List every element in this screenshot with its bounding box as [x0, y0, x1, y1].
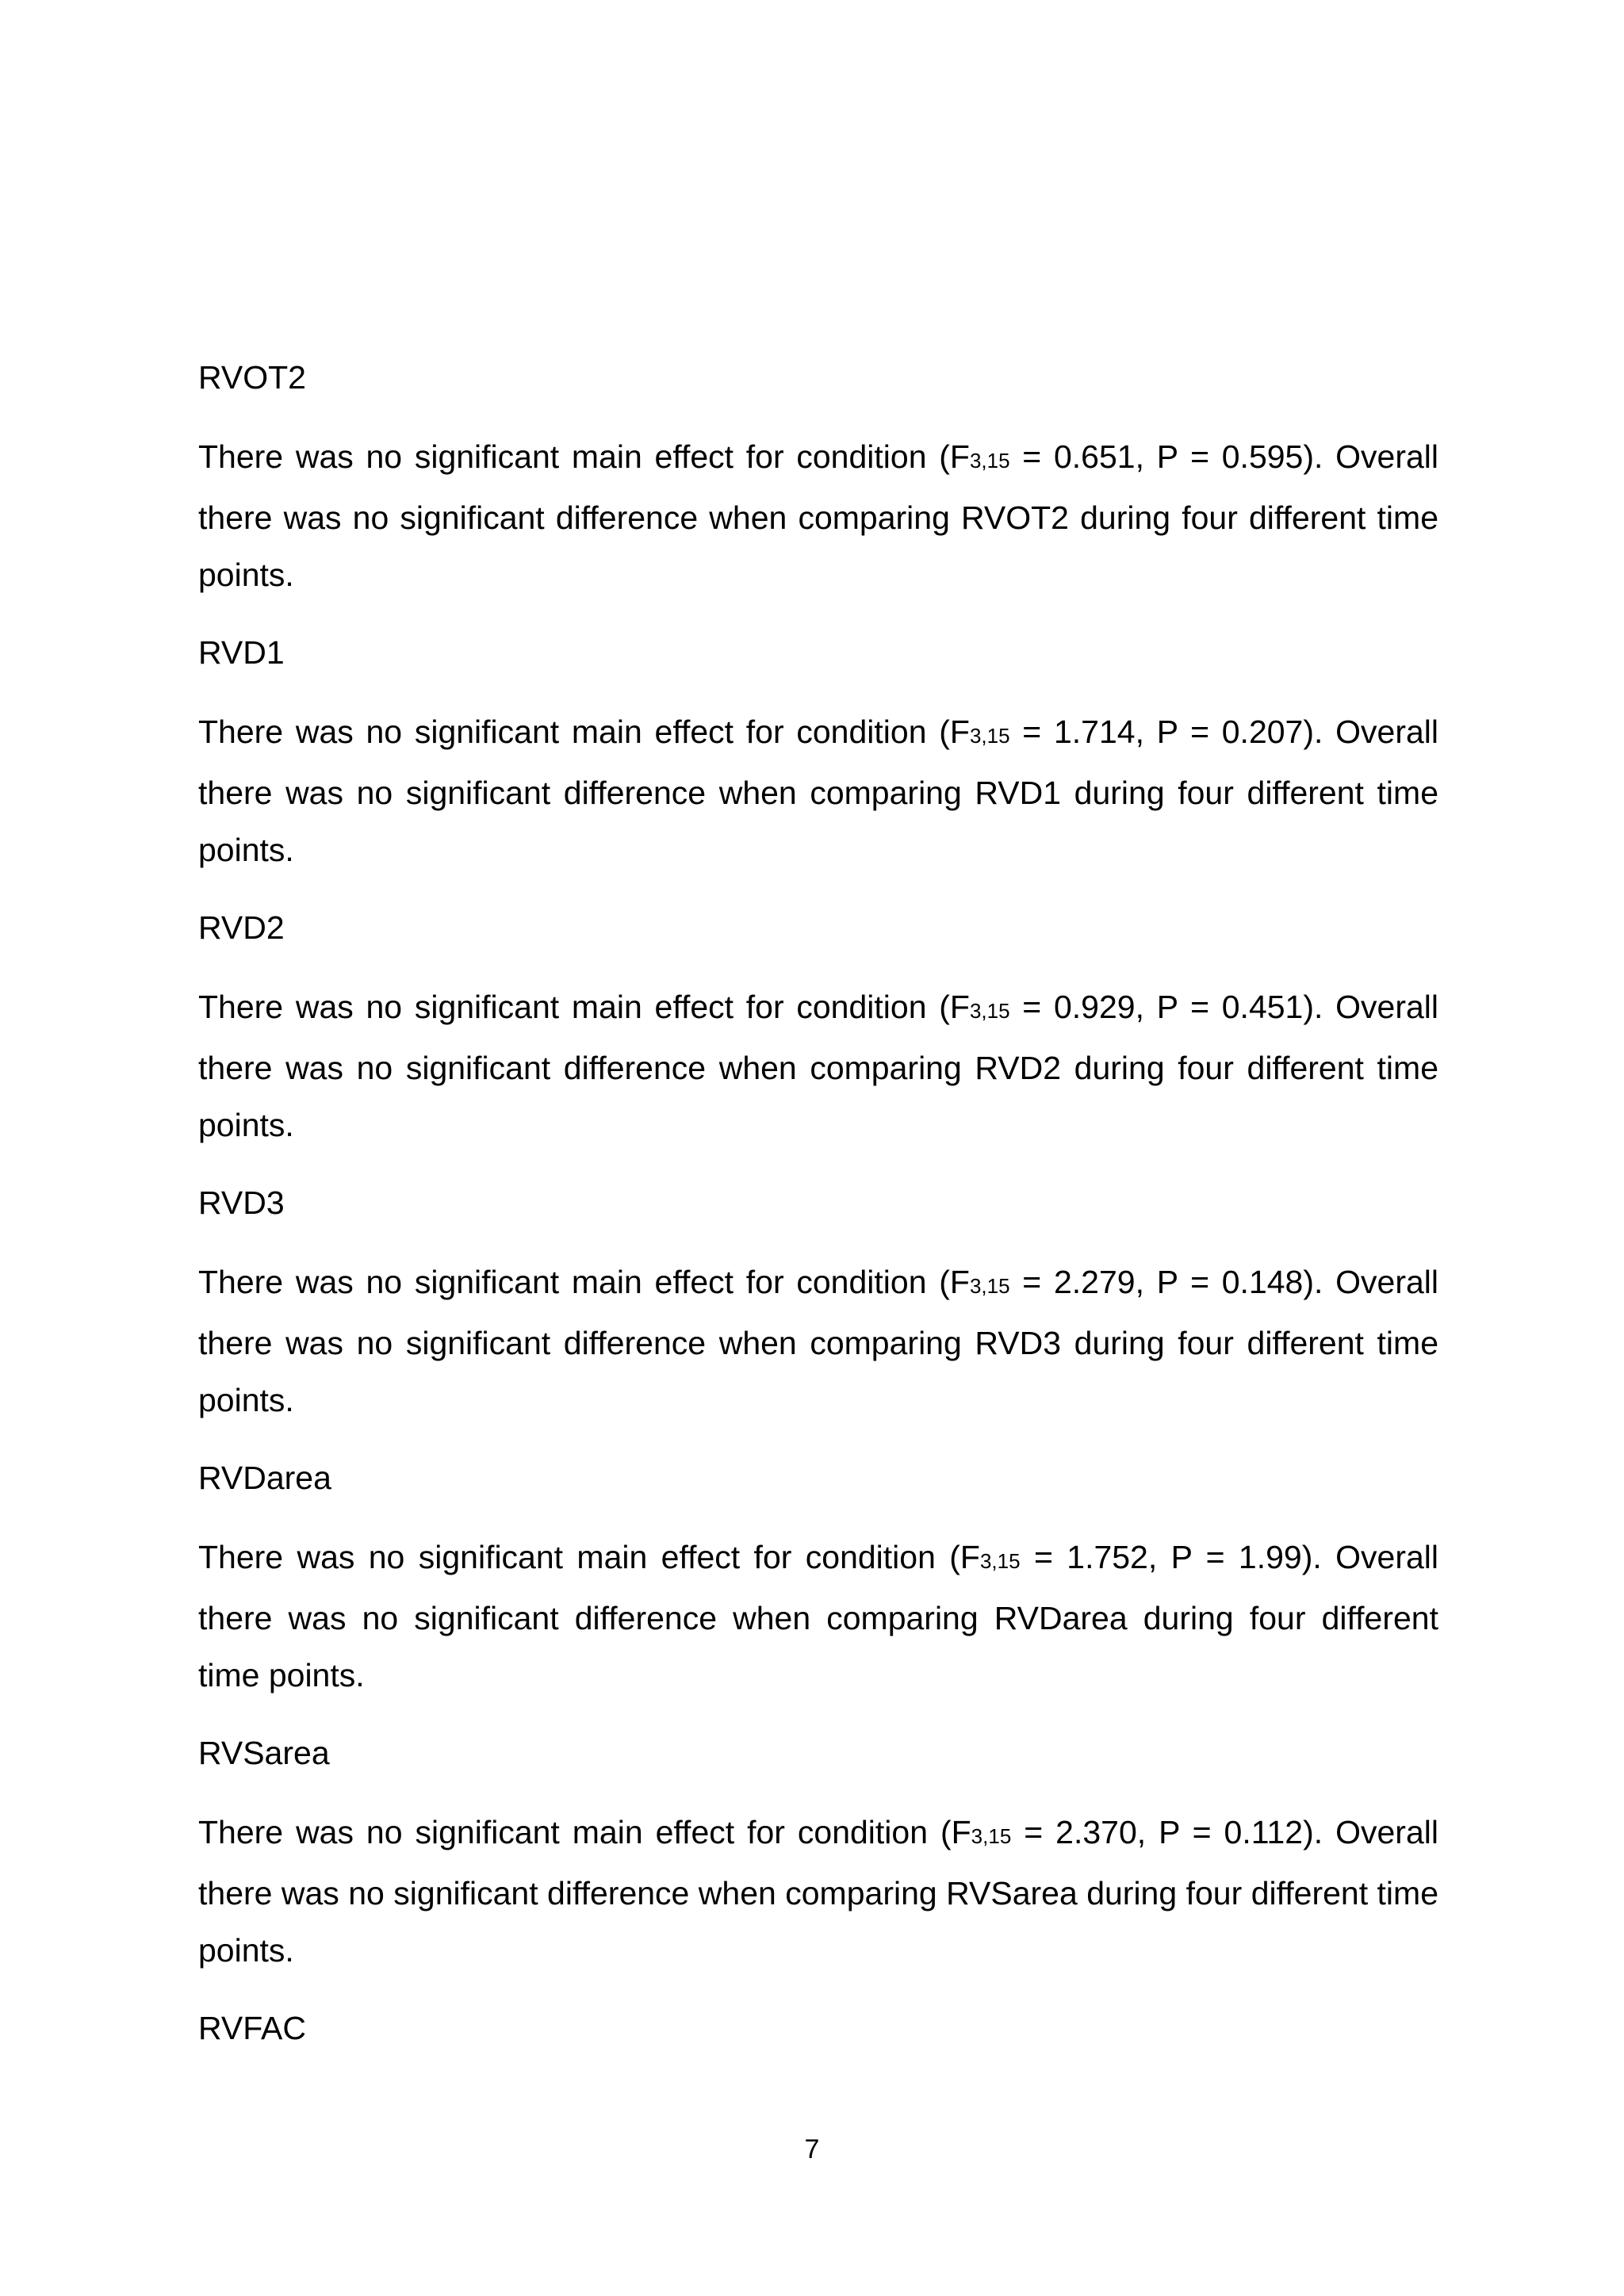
paragraph-text: = 0.651, P = 0.595). Overall there was no significant difference when comparing RVOT2 during four different time points.: [198, 438, 1439, 593]
f-subscript: 3,15: [969, 449, 1010, 473]
section-heading-rvd3: RVD3: [198, 1184, 285, 1221]
paragraph-text: There was no significant main effect for condition (F: [198, 1264, 970, 1300]
paragraph-text: There was no significant main effect for condition (F: [198, 714, 970, 750]
section-paragraph-rvot2: [198, 428, 1438, 603]
section-heading-rvd2: RVD2: [198, 909, 285, 946]
section-paragraph-rvdarea: [198, 1529, 1438, 1704]
f-subscript: 3,15: [979, 1549, 1021, 1573]
document-body: [198, 349, 1438, 2057]
section-heading-rvdarea: RVDarea: [198, 1460, 331, 1496]
paragraph-text: = 2.279, P = 0.148). Overall there was no significant difference when comparing RVD3 during four different time points.: [198, 1264, 1439, 1418]
paragraph-text: = 1.714, P = 0.207). Overall there was no significant difference when comparing RVD1 during four different time points.: [198, 714, 1439, 868]
f-subscript: 3,15: [971, 1824, 1012, 1848]
section-heading-rvfac: RVFAC: [198, 2010, 306, 2046]
section-paragraph-rvsarea: [198, 1804, 1438, 1979]
section-heading-rvsarea: RVSarea: [198, 1735, 330, 1771]
section-paragraph-rvd2: [198, 978, 1438, 1154]
f-subscript: 3,15: [969, 999, 1010, 1023]
section-paragraph-rvd3: [198, 1253, 1438, 1429]
paragraph-text: There was no significant main effect for condition (F: [198, 1814, 971, 1850]
page-number: 7: [804, 2134, 820, 2164]
paragraph-text: = 2.370, P = 0.112). Overall there was no significant difference when comparing RVSarea during four different time points.: [198, 1814, 1438, 1969]
paragraph-text: = 0.929, P = 0.451). Overall there was no significant difference when comparing RVD2 during four different time points.: [198, 989, 1439, 1143]
paragraph-text: There was no significant main effect for condition (F: [198, 1539, 980, 1575]
paragraph-text: There was no significant main effect for condition (F: [198, 989, 970, 1025]
section-paragraph-rvd1: [198, 703, 1438, 878]
paragraph-text: There was no significant main effect for condition (F: [198, 438, 970, 475]
section-heading-rvot2: RVOT2: [198, 359, 306, 396]
f-subscript: 3,15: [969, 1274, 1010, 1298]
paragraph-text: = 1.752, P = 1.99). Overall there was no significant difference when comparing RVDarea during four different time points.: [198, 1539, 1438, 1693]
section-heading-rvd1: RVD1: [198, 634, 285, 671]
f-subscript: 3,15: [969, 724, 1010, 748]
